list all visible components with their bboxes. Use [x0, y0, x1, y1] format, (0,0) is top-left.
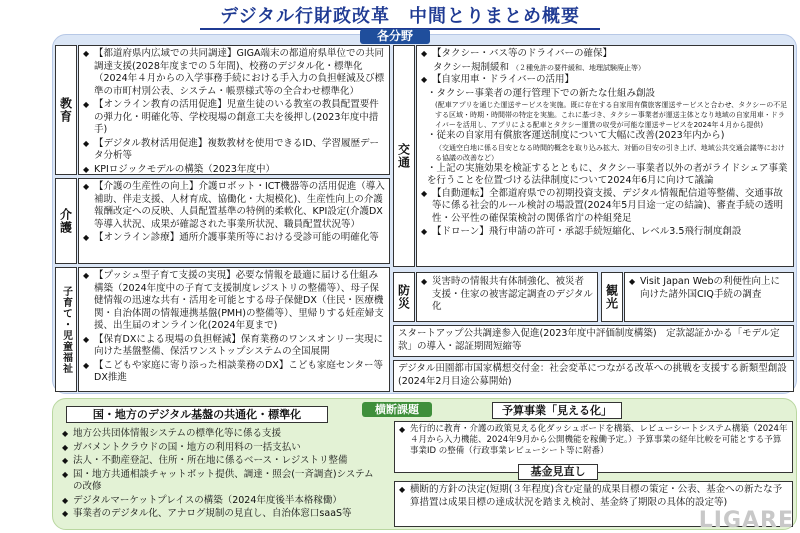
- education-item: ◆ 【オンライン教育の活用促進】児童生徒のいる教室の教員配置要件の弾力化・明確化等、学校現場の創意工夫を後押し(2023年度中措手): [83, 99, 385, 137]
- transport-box: [416, 45, 794, 267]
- transport-heading: ◆ 【タクシー・バス等のドライバーの確保】: [421, 48, 789, 61]
- disaster-label: 防災: [393, 272, 415, 322]
- national-local-item: ◆ 地方公共団体情報システムの標準化等に係る支援: [62, 428, 382, 441]
- each-field-tag: 各分野: [360, 29, 430, 44]
- transport-note: (配車アプリを通じた運送サービスを実施。既に存在する自家用有償旅客運送サービスと合わせ、タクシーの不足する区域・時期・時間帯の特定を実施。これに基づき、タクシー事業者が運送主体となり地域の自家用車・ドライバーを活用し、アプリによる配車とタクシー運賃の収受が可能な運送サービスを2024年４月から提供): [435, 101, 788, 129]
- national-local-item: ◆ デジタルマーケットプレイスの構築（2024年度後半本格稼働）: [62, 495, 382, 508]
- transport-heading: ◆ 【自動運転】全都道府県での初期投資支援、デジタル情報配信道等整備、交通事故等に係る社会的ルール検討の場設置(2024年5月目途一定の結論)、審査手続の透明性・公平性の確保策検討の関係省庁の枠組発足: [421, 188, 789, 226]
- transport-text: ・上記の実施効果を検証するとともに、タクシー事業者以外の者がライドシェア事業を行うことを位置づける法律制度について2024年6月に向けて議論: [427, 162, 788, 186]
- budget-visual-item: ◆ 先行的に教育・介護の政策見える化ダッシュボードを構築、レビューシートシステム構築（2024年４月から入力機能、2024年9月から公開機能を稼働予定。）予算事業の経年比較を可能とする予算事業ID の整備（行政事業レビューシート等に附番）: [399, 424, 788, 457]
- garden-city-box: デジタル田園都市国家構想交付金：社会変革につながる改革への挑戦を支援する新類型創設(2024年2月目途公募開始): [393, 360, 794, 392]
- startup-box: スタートアップ公共調達参入促進(2023年度中評価制度構築) 定款認証かかる「モデル定款」の導入・認証期間短縮等: [393, 325, 794, 357]
- care-item: ◆ 【オンライン診療】通所介護事業所等における受診可能の明確化等: [83, 232, 385, 245]
- transport-heading: ◆ 【ドローン】飛行申請の許可・承認手続短縮化、レベル3.5飛行制度創設: [421, 226, 789, 239]
- transport-label: 交通: [393, 45, 415, 267]
- transport-heading: ◆ 【自家用車・ドライバーの活用】: [421, 74, 789, 87]
- watermark-logo: LIGARE: [698, 508, 794, 533]
- transport-text: ・タクシー事業者の運行管理下での新たな仕組み創設: [427, 87, 656, 99]
- transport-note: （２種免許の要件緩和、地理試験廃止等）: [512, 63, 646, 72]
- education-box: [78, 45, 390, 175]
- childcare-box: [78, 267, 390, 392]
- fund-review-item: ◆ 横断的方針の決定(短期(３年程度)含む定量的成果目標の策定・公表、基金への新たな予算措置は成果目標の達成状況を踏まえ検討、基金終了期限の具体的設定等): [399, 484, 788, 509]
- education-item: ◆ 【デジタル教材活用促進】複数教材を使用できるID、学習履歴データ分析等: [83, 138, 385, 163]
- national-local-title: 国・地方のデジタル基盤の共通化・標準化: [66, 406, 328, 423]
- fund-review-title: 基金見直し: [518, 464, 598, 480]
- national-local-list: [62, 428, 382, 528]
- budget-visual-title: 予算事業「見える化」: [492, 402, 622, 419]
- national-local-item: ◆ 法人・不動産登記、住所・所在地に係るベース・レジストリ整備: [62, 455, 382, 468]
- care-box: [78, 178, 390, 264]
- tourism-item: ◆ Visit Japan Webの利便性向上に向けた諸外国CIQ手続の調査: [629, 276, 789, 301]
- education-item: ◆ KPIロジックモデルの構築（2023年度中）: [83, 164, 385, 177]
- national-local-item: ◆ 事業者のデジタル化、アナログ規制の見直し、自治体窓口saaS等: [62, 508, 382, 521]
- transport-note: （交通空白地に係る目安となる時間的概念を取り込み拡大、対価の目安の引き上げ、地域公共交通会議等における協議の改善など）: [435, 143, 785, 162]
- cross-cutting-tag: 横断課題: [362, 402, 432, 417]
- national-local-item: ◆ 国・地方共通相談チャットボット提供、調達・照会(一斉調査)システムの改修: [62, 469, 382, 494]
- national-local-item: ◆ ガバメントクラウドの国・地方の利用料の一括支払い: [62, 442, 382, 455]
- childcare-label: 子育て・児童福祉: [55, 267, 77, 392]
- education-label: 教育: [55, 45, 77, 175]
- education-item: ◆ 【都道府県内広域での共同調達】GIGA端末の都道府県単位での共同調達支援(2028年度までの５年間)、校務のデジタル化・標準化（2024年４月からの入学事務手続における手入力の負担軽減及び標準の市町村別公表、システム・帳票様式等の全合わせ標準化）: [83, 48, 385, 98]
- page-title: デジタル行財政改革 中間とりまとめ概要: [220, 6, 580, 27]
- transport-text: ・従来の自家用有償旅客運送制度について大幅に改善(2023年内から): [427, 130, 725, 141]
- tourism-label: 観光: [601, 272, 623, 322]
- childcare-item: ◆ 【こどもや家庭に寄り添った相談業務のDX】こども家庭センター等DX推進: [83, 360, 385, 385]
- transport-text: タクシー規制緩和: [433, 61, 510, 73]
- childcare-item: ◆ 【保育DXによる現場の負担軽減】保育業務のワンスオンリー実現に向けた基盤整備、保活ワンストップシステムの全国展開: [83, 334, 385, 359]
- disaster-box: [416, 272, 598, 322]
- tourism-box: [624, 272, 794, 322]
- disaster-item: ◆ 災害時の情報共有体制強化、被災者支援・住家の被害認定調査のデジタル化: [421, 276, 593, 314]
- care-item: ◆ 【介護の生産性の向上】介護ロボット・ICT機器等の活用促進（導入補助、伴走支援、人材育成、協働化・大規模化)、生産性向上の介護報酬改定への反映、人員配置基準の特例的柔軟化、KPI設定(介護DX等導入状況、成果が確認された事業所状況、職員配置状況等）: [83, 181, 385, 231]
- childcare-item: ◆ 【プッシュ型子育て支援の実現】必要な情報を最適に届ける仕組み構築（2024年度中の子育て支援制度レジストリの整備等）、母子保健情報の迅速な共有・活用を可能とする母子保健DX（住民・医療機関・自治体間の情報連携基盤(PMH)の整備等）、里帰りする妊産婦支援、出生届のオンライン化(2024年夏まで): [83, 270, 385, 333]
- transport-line: [421, 62, 789, 75]
- care-label: 介護: [55, 178, 77, 264]
